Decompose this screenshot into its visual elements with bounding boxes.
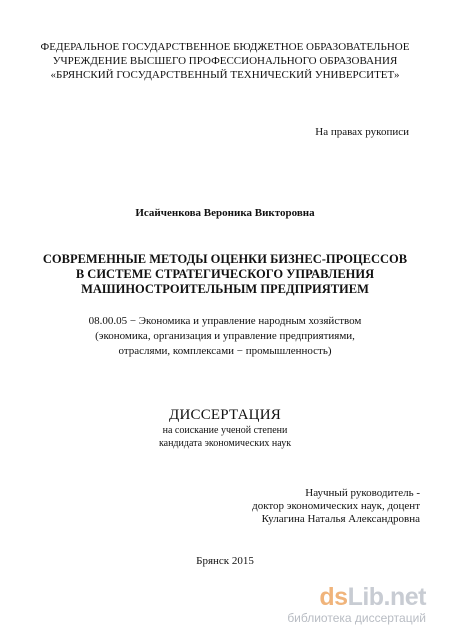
dissertation-title-line-2: В СИСТЕМЕ СТРАТЕГИЧЕСКОГО УПРАВЛЕНИЯ — [75, 267, 375, 281]
institution-line-3: «БРЯНСКИЙ ГОСУДАРСТВЕННЫЙ ТЕХНИЧЕСКИЙ УНИВЕРСИТЕТ» — [50, 69, 400, 81]
specialty-line-2: (экономика, организация и управление предприятиями, — [95, 330, 355, 342]
dslib-logo-ds: ds — [319, 583, 348, 611]
dissertation-heading: ДИССЕРТАЦИЯ — [169, 407, 281, 423]
dslib-logo-rest: Lib.net — [347, 583, 426, 611]
place-year: Брянск 2015 — [196, 555, 254, 567]
dslib-subtitle: библиотека диссертаций — [287, 611, 426, 625]
supervisor-line-2: доктор экономических наук, доцент — [252, 500, 420, 512]
dslib-watermark — [287, 583, 426, 629]
degree-line-2: кандидата экономических наук — [158, 438, 292, 449]
institution-line-1: ФЕДЕРАЛЬНОЕ ГОСУДАРСТВЕННОЕ БЮДЖЕТНОЕ ОБРАЗОВАТЕЛЬНОЕ — [40, 41, 410, 53]
specialty-line-1: 08.00.05 − Экономика и управление народным хозяйством — [88, 315, 362, 327]
degree-line-1: на соискание ученой степени — [162, 425, 288, 436]
dissertation-title-line-3: МАШИНОСТРОИТЕЛЬНЫМ ПРЕДПРИЯТИЕМ — [81, 282, 369, 296]
supervisor-line-3: Кулагина Наталья Александровна — [261, 513, 420, 525]
dslib-logo — [319, 585, 426, 610]
specialty-line-3: отраслями, комплексами − промышленность) — [118, 345, 332, 357]
dissertation-title-line-1: СОВРЕМЕННЫЕ МЕТОДЫ ОЦЕНКИ БИЗНЕС-ПРОЦЕССОВ — [42, 252, 408, 266]
author-name: Исайченкова Вероника Викторовна — [135, 207, 315, 219]
manuscript-note: На правах рукописи — [315, 126, 409, 138]
supervisor-line-1: Научный руководитель - — [305, 487, 420, 499]
institution-line-2: УЧРЕЖДЕНИЕ ВЫСШЕГО ПРОФЕССИОНАЛЬНОГО ОБРАЗОВАНИЯ — [52, 55, 398, 67]
